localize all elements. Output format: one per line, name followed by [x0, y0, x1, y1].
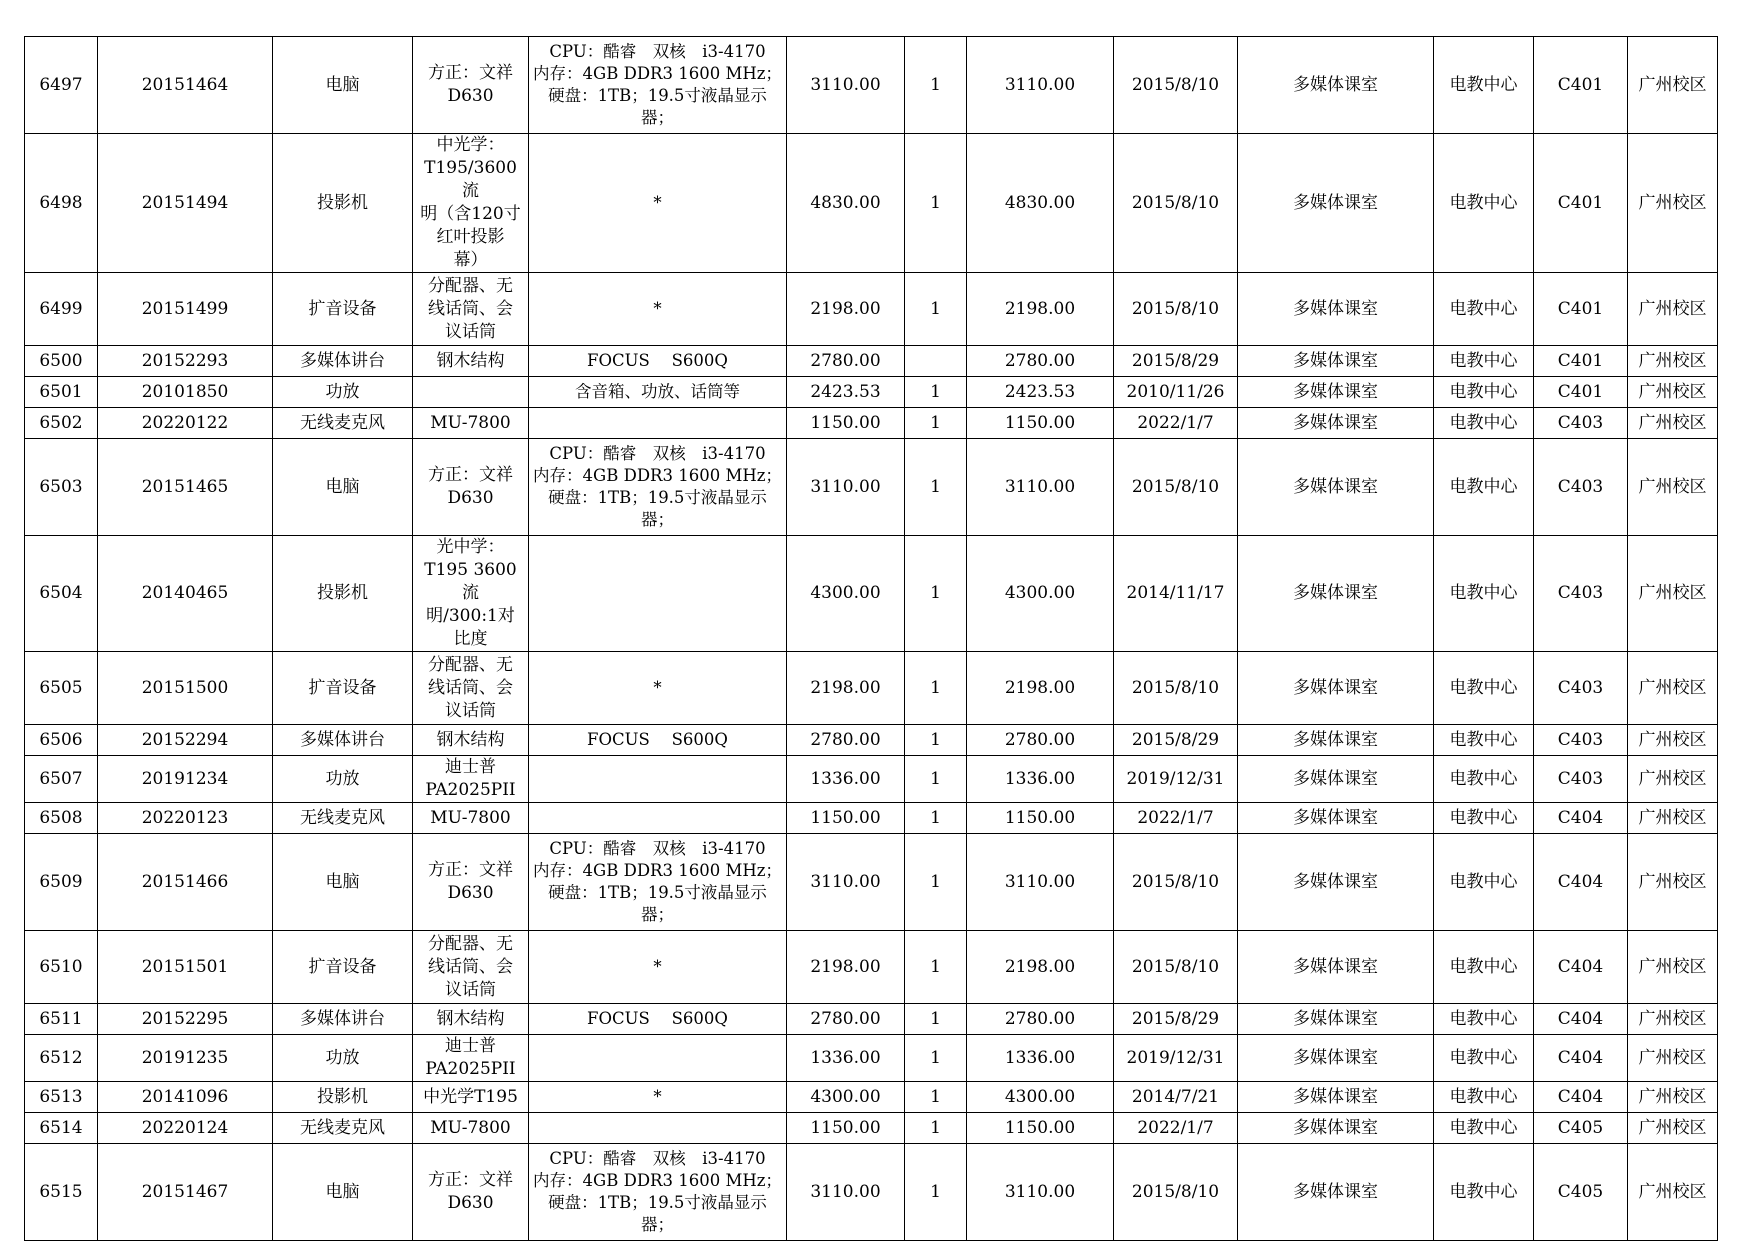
table-body: [25, 37, 1718, 1241]
cell-name: 无线麦克风: [273, 408, 413, 439]
cell-room: C403: [1534, 652, 1628, 725]
cell-date: 2015/8/10: [1114, 439, 1238, 536]
cell-model: 钢木结构: [413, 346, 529, 377]
cell-seq: 6512: [25, 1035, 98, 1082]
cell-room: C404: [1534, 1035, 1628, 1082]
cell-price: 4300.00: [787, 536, 905, 652]
cell-location: 多媒体课室: [1238, 803, 1434, 834]
cell-asset-no: 20140465: [98, 536, 273, 652]
cell-campus: 广州校区: [1628, 803, 1718, 834]
cell-name: 电脑: [273, 1144, 413, 1241]
cell-campus: 广州校区: [1628, 37, 1718, 134]
table-row: [25, 377, 1718, 408]
cell-room: C404: [1534, 834, 1628, 931]
cell-dept: 电教中心: [1434, 1004, 1534, 1035]
cell-asset-no: 20152294: [98, 725, 273, 756]
table-row: [25, 652, 1718, 725]
cell-campus: 广州校区: [1628, 1113, 1718, 1144]
cell-model: 钢木结构: [413, 725, 529, 756]
cell-qty: 1: [905, 134, 967, 273]
cell-name: 扩音设备: [273, 931, 413, 1004]
cell-amount: 1336.00: [967, 1035, 1114, 1082]
cell-price: 2198.00: [787, 931, 905, 1004]
cell-campus: 广州校区: [1628, 756, 1718, 803]
cell-model: 迪士普 PA2025PII: [413, 1035, 529, 1082]
cell-price: 4830.00: [787, 134, 905, 273]
cell-campus: 广州校区: [1628, 725, 1718, 756]
cell-amount: 2780.00: [967, 725, 1114, 756]
cell-qty: [905, 346, 967, 377]
cell-amount: 2198.00: [967, 273, 1114, 346]
table-row: [25, 37, 1718, 134]
cell-amount: 2198.00: [967, 931, 1114, 1004]
cell-price: 4300.00: [787, 1082, 905, 1113]
table-row: [25, 1113, 1718, 1144]
cell-location: 多媒体课室: [1238, 377, 1434, 408]
cell-qty: 1: [905, 931, 967, 1004]
cell-location: 多媒体课室: [1238, 536, 1434, 652]
cell-qty: 1: [905, 273, 967, 346]
cell-price: 1150.00: [787, 803, 905, 834]
cell-spec: FOCUS S600Q: [529, 346, 787, 377]
table-row: [25, 1004, 1718, 1035]
cell-name: 扩音设备: [273, 652, 413, 725]
cell-location: 多媒体课室: [1238, 273, 1434, 346]
cell-amount: 3110.00: [967, 439, 1114, 536]
cell-location: 多媒体课室: [1238, 756, 1434, 803]
cell-model: 方正：文祥 D630: [413, 37, 529, 134]
cell-qty: 1: [905, 834, 967, 931]
cell-location: 多媒体课室: [1238, 37, 1434, 134]
cell-spec: *: [529, 273, 787, 346]
cell-model: 钢木结构: [413, 1004, 529, 1035]
cell-qty: 1: [905, 1144, 967, 1241]
cell-seq: 6508: [25, 803, 98, 834]
cell-asset-no: 20152295: [98, 1004, 273, 1035]
cell-asset-no: 20151467: [98, 1144, 273, 1241]
cell-asset-no: 20141096: [98, 1082, 273, 1113]
cell-room: C401: [1534, 377, 1628, 408]
cell-qty: 1: [905, 756, 967, 803]
cell-dept: 电教中心: [1434, 756, 1534, 803]
cell-model: 迪士普 PA2025PII: [413, 756, 529, 803]
table-row: [25, 536, 1718, 652]
cell-model: MU-7800: [413, 803, 529, 834]
table-row: [25, 756, 1718, 803]
cell-name: 扩音设备: [273, 273, 413, 346]
cell-campus: 广州校区: [1628, 652, 1718, 725]
cell-campus: 广州校区: [1628, 346, 1718, 377]
cell-date: 2015/8/10: [1114, 37, 1238, 134]
cell-model: MU-7800: [413, 1113, 529, 1144]
cell-room: C403: [1534, 536, 1628, 652]
cell-location: 多媒体课室: [1238, 834, 1434, 931]
cell-name: 无线麦克风: [273, 1113, 413, 1144]
cell-price: 3110.00: [787, 834, 905, 931]
cell-location: 多媒体课室: [1238, 652, 1434, 725]
cell-room: C403: [1534, 725, 1628, 756]
table-row: [25, 273, 1718, 346]
cell-location: 多媒体课室: [1238, 1144, 1434, 1241]
cell-campus: 广州校区: [1628, 1144, 1718, 1241]
cell-campus: 广州校区: [1628, 834, 1718, 931]
cell-amount: 1150.00: [967, 1113, 1114, 1144]
cell-spec: CPU：酷睿 双核 i3-4170 内存：4GB DDR3 1600 MHz； 硬盘：1TB；19.5寸液晶显示 器；: [529, 1144, 787, 1241]
cell-campus: 广州校区: [1628, 536, 1718, 652]
cell-asset-no: 20191234: [98, 756, 273, 803]
cell-price: 1150.00: [787, 1113, 905, 1144]
cell-price: 2780.00: [787, 346, 905, 377]
cell-model: 方正：文祥 D630: [413, 834, 529, 931]
cell-location: 多媒体课室: [1238, 134, 1434, 273]
cell-asset-no: 20152293: [98, 346, 273, 377]
cell-spec: *: [529, 652, 787, 725]
cell-name: 功放: [273, 1035, 413, 1082]
cell-seq: 6497: [25, 37, 98, 134]
cell-room: C403: [1534, 408, 1628, 439]
cell-date: 2014/7/21: [1114, 1082, 1238, 1113]
cell-date: 2014/11/17: [1114, 536, 1238, 652]
cell-seq: 6510: [25, 931, 98, 1004]
cell-amount: 2423.53: [967, 377, 1114, 408]
cell-qty: 1: [905, 408, 967, 439]
cell-name: 电脑: [273, 37, 413, 134]
cell-name: 投影机: [273, 134, 413, 273]
cell-room: C401: [1534, 273, 1628, 346]
cell-name: 功放: [273, 377, 413, 408]
cell-dept: 电教中心: [1434, 439, 1534, 536]
cell-location: 多媒体课室: [1238, 346, 1434, 377]
cell-date: 2022/1/7: [1114, 803, 1238, 834]
cell-model: 方正：文祥 D630: [413, 1144, 529, 1241]
cell-dept: 电教中心: [1434, 134, 1534, 273]
cell-price: 3110.00: [787, 37, 905, 134]
cell-seq: 6499: [25, 273, 98, 346]
cell-location: 多媒体课室: [1238, 408, 1434, 439]
cell-room: C405: [1534, 1113, 1628, 1144]
cell-asset-no: 20151499: [98, 273, 273, 346]
cell-qty: 1: [905, 725, 967, 756]
cell-qty: 1: [905, 536, 967, 652]
cell-dept: 电教中心: [1434, 377, 1534, 408]
cell-seq: 6509: [25, 834, 98, 931]
cell-date: 2015/8/29: [1114, 725, 1238, 756]
cell-spec: CPU：酷睿 双核 i3-4170 内存：4GB DDR3 1600 MHz； 硬盘：1TB；19.5寸液晶显示 器；: [529, 37, 787, 134]
cell-seq: 6513: [25, 1082, 98, 1113]
cell-seq: 6514: [25, 1113, 98, 1144]
table-row: [25, 408, 1718, 439]
cell-seq: 6507: [25, 756, 98, 803]
cell-qty: 1: [905, 1004, 967, 1035]
cell-name: 多媒体讲台: [273, 346, 413, 377]
cell-date: 2015/8/29: [1114, 346, 1238, 377]
cell-amount: 3110.00: [967, 37, 1114, 134]
cell-amount: 3110.00: [967, 1144, 1114, 1241]
cell-asset-no: 20151500: [98, 652, 273, 725]
table-row: [25, 803, 1718, 834]
cell-room: C401: [1534, 37, 1628, 134]
cell-dept: 电教中心: [1434, 1144, 1534, 1241]
cell-spec: 含音箱、功放、话筒等: [529, 377, 787, 408]
cell-room: C404: [1534, 1082, 1628, 1113]
cell-qty: 1: [905, 1113, 967, 1144]
cell-dept: 电教中心: [1434, 931, 1534, 1004]
cell-seq: 6504: [25, 536, 98, 652]
cell-spec: *: [529, 134, 787, 273]
cell-campus: 广州校区: [1628, 439, 1718, 536]
cell-seq: 6503: [25, 439, 98, 536]
cell-location: 多媒体课室: [1238, 931, 1434, 1004]
cell-qty: 1: [905, 1082, 967, 1113]
table-row: [25, 134, 1718, 273]
cell-amount: 4300.00: [967, 1082, 1114, 1113]
cell-price: 2198.00: [787, 652, 905, 725]
cell-price: 3110.00: [787, 1144, 905, 1241]
cell-seq: 6498: [25, 134, 98, 273]
cell-amount: 1150.00: [967, 803, 1114, 834]
cell-spec: FOCUS S600Q: [529, 1004, 787, 1035]
cell-seq: 6515: [25, 1144, 98, 1241]
cell-room: C401: [1534, 346, 1628, 377]
cell-price: 2780.00: [787, 725, 905, 756]
cell-campus: 广州校区: [1628, 408, 1718, 439]
cell-asset-no: 20151501: [98, 931, 273, 1004]
cell-spec: [529, 756, 787, 803]
cell-price: 3110.00: [787, 439, 905, 536]
cell-model: 中光学T195: [413, 1082, 529, 1113]
cell-dept: 电教中心: [1434, 273, 1534, 346]
cell-name: 多媒体讲台: [273, 1004, 413, 1035]
cell-qty: 1: [905, 1035, 967, 1082]
table-row: [25, 931, 1718, 1004]
cell-date: 2015/8/10: [1114, 1144, 1238, 1241]
cell-spec: *: [529, 931, 787, 1004]
cell-date: 2010/11/26: [1114, 377, 1238, 408]
cell-dept: 电教中心: [1434, 1113, 1534, 1144]
cell-qty: 1: [905, 37, 967, 134]
cell-model: 分配器、无 线话筒、会 议话筒: [413, 931, 529, 1004]
cell-room: C403: [1534, 439, 1628, 536]
cell-name: 电脑: [273, 439, 413, 536]
cell-seq: 6502: [25, 408, 98, 439]
cell-date: 2015/8/10: [1114, 652, 1238, 725]
cell-location: 多媒体课室: [1238, 439, 1434, 536]
cell-price: 1336.00: [787, 1035, 905, 1082]
cell-campus: 广州校区: [1628, 931, 1718, 1004]
cell-seq: 6500: [25, 346, 98, 377]
cell-spec: [529, 803, 787, 834]
cell-room: C404: [1534, 803, 1628, 834]
cell-model: 方正：文祥 D630: [413, 439, 529, 536]
cell-location: 多媒体课室: [1238, 1113, 1434, 1144]
cell-qty: 1: [905, 439, 967, 536]
cell-room: C403: [1534, 756, 1628, 803]
cell-name: 无线麦克风: [273, 803, 413, 834]
cell-spec: [529, 536, 787, 652]
cell-room: C401: [1534, 134, 1628, 273]
cell-qty: 1: [905, 377, 967, 408]
asset-table: [24, 36, 1718, 1241]
cell-name: 投影机: [273, 536, 413, 652]
cell-dept: 电教中心: [1434, 536, 1534, 652]
cell-dept: 电教中心: [1434, 346, 1534, 377]
cell-price: 2423.53: [787, 377, 905, 408]
cell-dept: 电教中心: [1434, 37, 1534, 134]
cell-spec: CPU：酷睿 双核 i3-4170 内存：4GB DDR3 1600 MHz； 硬盘：1TB；19.5寸液晶显示 器；: [529, 439, 787, 536]
cell-spec: [529, 408, 787, 439]
cell-model: 分配器、无 线话筒、会 议话筒: [413, 273, 529, 346]
cell-date: 2022/1/7: [1114, 1113, 1238, 1144]
cell-campus: 广州校区: [1628, 134, 1718, 273]
cell-price: 1336.00: [787, 756, 905, 803]
cell-dept: 电教中心: [1434, 725, 1534, 756]
cell-model: 光中学： T195 3600流 明/300:1对 比度: [413, 536, 529, 652]
cell-qty: 1: [905, 803, 967, 834]
cell-date: 2015/8/29: [1114, 1004, 1238, 1035]
cell-room: C404: [1534, 1004, 1628, 1035]
cell-date: 2015/8/10: [1114, 134, 1238, 273]
cell-campus: 广州校区: [1628, 273, 1718, 346]
cell-asset-no: 20101850: [98, 377, 273, 408]
cell-seq: 6511: [25, 1004, 98, 1035]
cell-location: 多媒体课室: [1238, 725, 1434, 756]
cell-date: 2015/8/10: [1114, 273, 1238, 346]
cell-date: 2015/8/10: [1114, 834, 1238, 931]
cell-date: 2019/12/31: [1114, 1035, 1238, 1082]
table-row: [25, 439, 1718, 536]
cell-date: 2019/12/31: [1114, 756, 1238, 803]
cell-spec: [529, 1035, 787, 1082]
cell-name: 投影机: [273, 1082, 413, 1113]
cell-date: 2015/8/10: [1114, 931, 1238, 1004]
cell-spec: FOCUS S600Q: [529, 725, 787, 756]
cell-asset-no: 20151464: [98, 37, 273, 134]
cell-amount: 4830.00: [967, 134, 1114, 273]
table-row: [25, 834, 1718, 931]
cell-room: C404: [1534, 931, 1628, 1004]
table-row: [25, 1144, 1718, 1241]
cell-asset-no: 20220124: [98, 1113, 273, 1144]
cell-dept: 电教中心: [1434, 803, 1534, 834]
cell-amount: 1336.00: [967, 756, 1114, 803]
cell-asset-no: 20151465: [98, 439, 273, 536]
cell-asset-no: 20191235: [98, 1035, 273, 1082]
cell-asset-no: 20151466: [98, 834, 273, 931]
cell-dept: 电教中心: [1434, 408, 1534, 439]
table-row: [25, 1082, 1718, 1113]
cell-asset-no: 20220123: [98, 803, 273, 834]
cell-model: 中光学： T195/3600流 明（含120寸 红叶投影 幕）: [413, 134, 529, 273]
cell-location: 多媒体课室: [1238, 1035, 1434, 1082]
cell-qty: 1: [905, 652, 967, 725]
cell-dept: 电教中心: [1434, 652, 1534, 725]
cell-asset-no: 20151494: [98, 134, 273, 273]
cell-model: 分配器、无 线话筒、会 议话筒: [413, 652, 529, 725]
cell-amount: 2780.00: [967, 1004, 1114, 1035]
cell-model: [413, 377, 529, 408]
cell-seq: 6505: [25, 652, 98, 725]
table-row: [25, 1035, 1718, 1082]
document-page: [24, 36, 1718, 1241]
cell-date: 2022/1/7: [1114, 408, 1238, 439]
cell-asset-no: 20220122: [98, 408, 273, 439]
cell-campus: 广州校区: [1628, 1004, 1718, 1035]
cell-spec: [529, 1113, 787, 1144]
table-row: [25, 725, 1718, 756]
cell-location: 多媒体课室: [1238, 1004, 1434, 1035]
cell-location: 多媒体课室: [1238, 1082, 1434, 1113]
cell-seq: 6501: [25, 377, 98, 408]
cell-room: C405: [1534, 1144, 1628, 1241]
cell-amount: 4300.00: [967, 536, 1114, 652]
cell-amount: 1150.00: [967, 408, 1114, 439]
cell-campus: 广州校区: [1628, 1082, 1718, 1113]
cell-dept: 电教中心: [1434, 1035, 1534, 1082]
cell-dept: 电教中心: [1434, 1082, 1534, 1113]
cell-price: 2780.00: [787, 1004, 905, 1035]
cell-name: 电脑: [273, 834, 413, 931]
cell-price: 1150.00: [787, 408, 905, 439]
cell-name: 功放: [273, 756, 413, 803]
table-row: [25, 346, 1718, 377]
cell-amount: 2780.00: [967, 346, 1114, 377]
cell-dept: 电教中心: [1434, 834, 1534, 931]
cell-amount: 3110.00: [967, 834, 1114, 931]
cell-campus: 广州校区: [1628, 377, 1718, 408]
cell-model: MU-7800: [413, 408, 529, 439]
cell-spec: CPU：酷睿 双核 i3-4170 内存：4GB DDR3 1600 MHz； 硬盘：1TB；19.5寸液晶显示 器；: [529, 834, 787, 931]
cell-campus: 广州校区: [1628, 1035, 1718, 1082]
cell-seq: 6506: [25, 725, 98, 756]
cell-price: 2198.00: [787, 273, 905, 346]
cell-name: 多媒体讲台: [273, 725, 413, 756]
cell-spec: *: [529, 1082, 787, 1113]
cell-amount: 2198.00: [967, 652, 1114, 725]
